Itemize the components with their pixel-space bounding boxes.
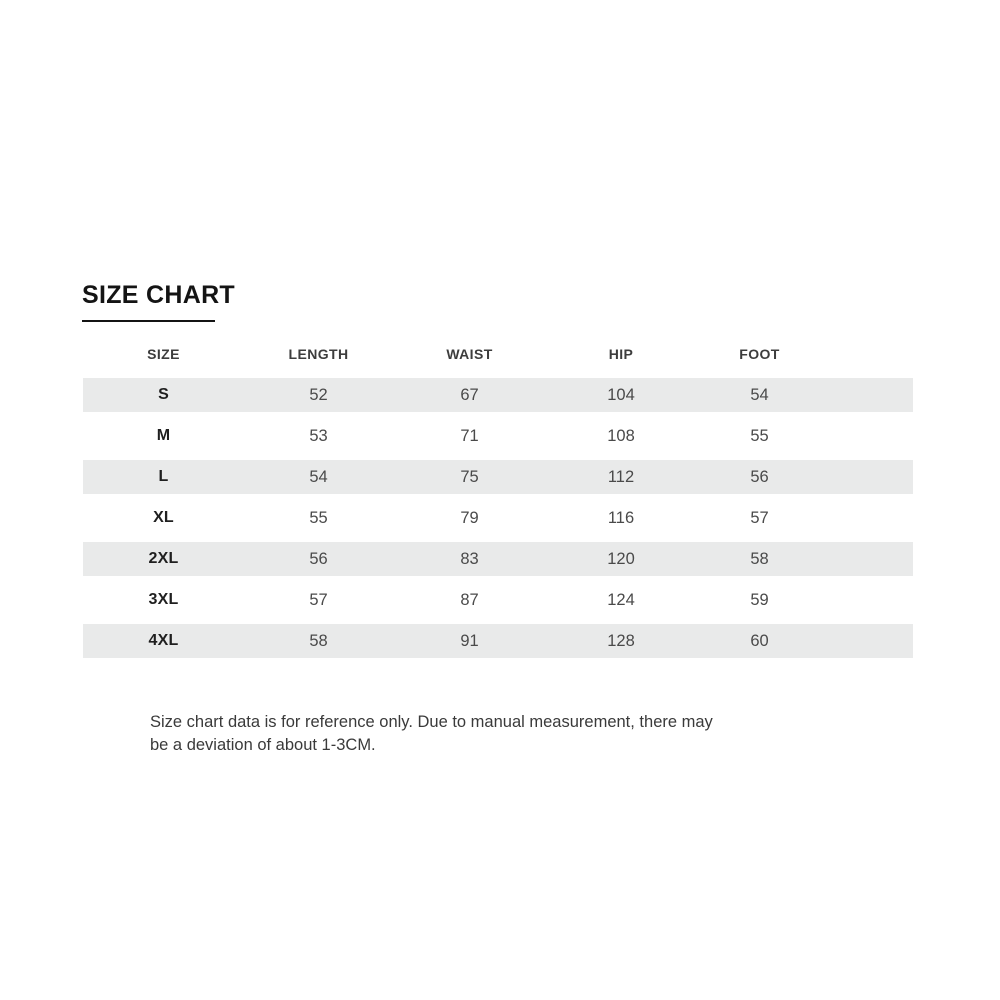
size-cell: S <box>158 386 169 403</box>
hip-cell: 112 <box>607 467 635 486</box>
table-row-s <box>83 378 913 412</box>
waist-cell: 87 <box>460 590 479 609</box>
size-cell: 4XL <box>148 632 179 649</box>
table-row-m <box>83 419 913 453</box>
measurement-note <box>150 711 830 757</box>
table-row-l <box>83 460 913 494</box>
foot-cell: 57 <box>750 508 769 527</box>
size-cell: XL <box>153 509 174 526</box>
title-underline <box>82 320 215 322</box>
hip-cell: 116 <box>607 508 635 527</box>
waist-cell: 83 <box>460 549 479 568</box>
section-title-block <box>82 281 235 322</box>
size-cell: 3XL <box>148 591 179 608</box>
foot-cell: 58 <box>750 549 769 568</box>
column-header-size: SIZE <box>147 346 180 362</box>
length-cell: 53 <box>309 426 328 445</box>
table-row-xl <box>83 501 913 535</box>
column-header-foot: FOOT <box>739 346 780 362</box>
waist-cell: 67 <box>460 385 479 404</box>
hip-cell: 120 <box>607 549 635 568</box>
length-cell: 52 <box>309 385 328 404</box>
foot-cell: 55 <box>750 426 769 445</box>
table-header-row <box>83 337 913 371</box>
page-title: SIZE CHART <box>82 281 235 309</box>
table-row-3xl <box>83 583 913 617</box>
length-cell: 58 <box>309 631 328 650</box>
length-cell: 55 <box>309 508 328 527</box>
size-table <box>83 337 913 665</box>
hip-cell: 108 <box>607 426 635 445</box>
column-header-waist: WAIST <box>446 346 493 362</box>
length-cell: 56 <box>309 549 328 568</box>
foot-cell: 56 <box>750 467 769 486</box>
table-row-2xl <box>83 542 913 576</box>
waist-cell: 91 <box>460 631 479 650</box>
size-cell: L <box>158 468 169 485</box>
column-header-length: LENGTH <box>288 346 349 362</box>
size-cell: M <box>156 427 171 444</box>
hip-cell: 124 <box>607 590 635 609</box>
waist-cell: 71 <box>460 426 479 445</box>
note-line-2: be a deviation of about 1-3CM. <box>150 736 376 754</box>
foot-cell: 59 <box>750 590 769 609</box>
column-header-hip: HIP <box>608 346 634 362</box>
hip-cell: 104 <box>607 385 635 404</box>
hip-cell: 128 <box>607 631 635 650</box>
foot-cell: 54 <box>750 385 769 404</box>
length-cell: 54 <box>309 467 328 486</box>
foot-cell: 60 <box>750 631 769 650</box>
waist-cell: 79 <box>460 508 479 527</box>
size-cell: 2XL <box>148 550 179 567</box>
note-line-1: Size chart data is for reference only. Due to manual measurement, there may <box>150 713 713 731</box>
waist-cell: 75 <box>460 467 479 486</box>
table-row-4xl <box>83 624 913 658</box>
length-cell: 57 <box>309 590 328 609</box>
